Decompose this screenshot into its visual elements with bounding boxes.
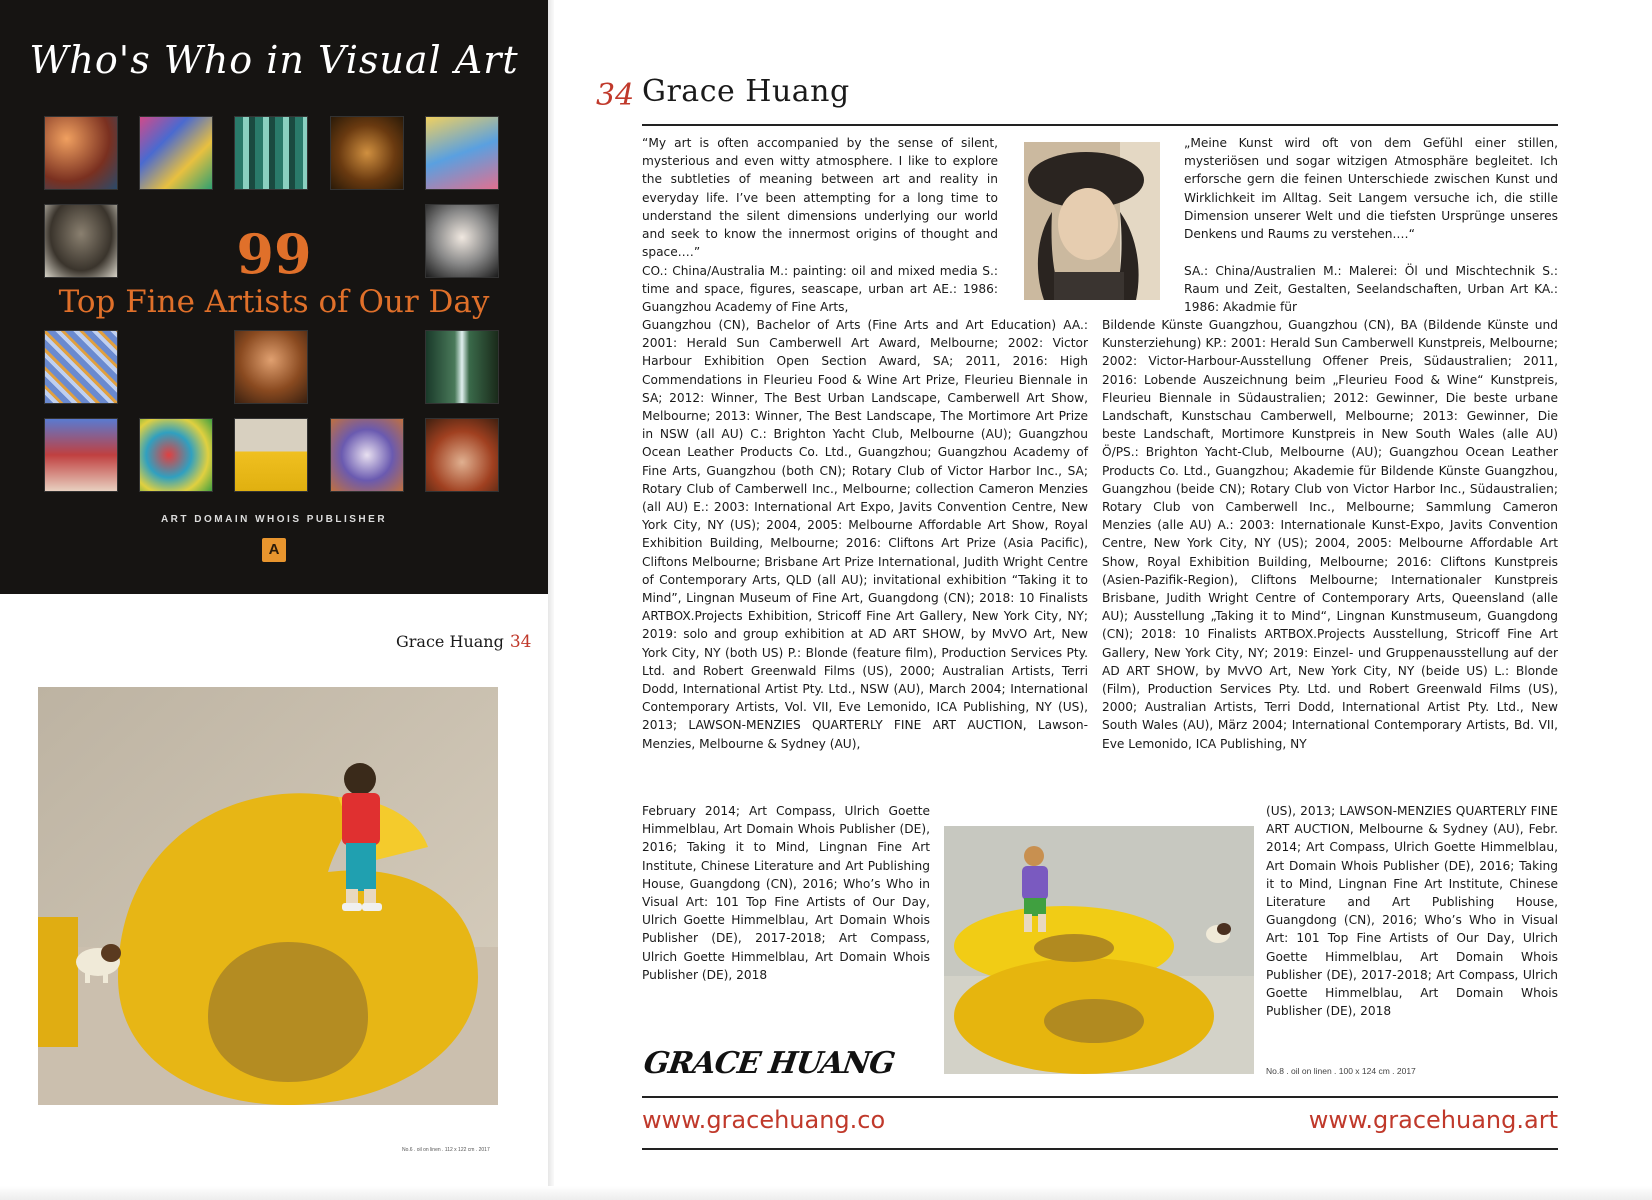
footer-rule-bottom — [642, 1148, 1558, 1150]
header-rule — [642, 124, 1558, 126]
footer-rule-top — [642, 1096, 1558, 1098]
right-artwork-caption: No.8 . oil on linen . 100 x 124 cm . 2017 — [1266, 1066, 1416, 1076]
book-cover — [0, 0, 548, 594]
biography-english-intro: CO.: China/Australia M.: painting: oil and mixed media S.: time and space, figures, seascape, urban art AE.: 1986: Guangzhou Academy of Fine Arts, — [642, 264, 998, 315]
artwork-six — [38, 687, 498, 1105]
page-number: 34 — [596, 78, 635, 113]
cover-subtitle: Top Fine Artists of Our Day — [58, 284, 490, 320]
cover-number: 99 — [236, 222, 312, 286]
left-page — [0, 0, 548, 1200]
cover-artwork-thumbnail — [139, 116, 213, 190]
biography-english-end: February 2014; Art Compass, Ulrich Goette Himmelblau, Art Domain Whois Publisher (DE), 2016; Taking it to Mind, Lingnan Fine Art Institute, Chinese Literature and Art Publishing House, Guangdong (CN), 2016; Who’s Who in Visual Art: 101 Top Fine Artists of Our Day, Ulrich Goette Himmelblau, Art Domain Whois Publisher (DE), 2017-2018; Art Compass, Ulrich Goette Himmelblau, Art Domain Whois Publisher (DE), 2018 — [642, 804, 930, 982]
artist-quote-english: “My art is often accompanied by the sense of silent, mysterious and even witty atmosphere. I like to explore the subtleties of meaning between art and reality in everyday life. I’ve been attempting for a long time to understand the silent dimensions underlying our world and seek to know the innermost origins of thought and space.…” — [642, 136, 998, 260]
cover-artwork-thumbnail — [330, 116, 404, 190]
left-page-header — [396, 632, 531, 652]
biography-german-intro: SA.: China/Australien M.: Malerei: Öl und Mischtechnik S.: Raum und Zeit, Gestalten, Seelandschaften, Urban Art KA.: 1986: Akadmie für — [1184, 264, 1558, 315]
cover-artwork-thumbnail — [330, 418, 404, 492]
page-bottom-shadow — [0, 1186, 1652, 1200]
cover-title: Who's Who in Visual Art — [29, 38, 519, 82]
cover-artwork-thumbnail — [425, 330, 499, 404]
left-header-artist-name: Grace Huang — [396, 632, 504, 651]
cover-artwork-thumbnail — [44, 418, 118, 492]
cover-artwork-thumbnail — [425, 116, 499, 190]
biography-german-end: (US), 2013; LAWSON-MENZIES QUARTERLY FINE ART AUCTION, Melbourne & Sydney (AU), Febr. 2014; Art Compass, Ulrich Goette Himmelblau, Art Domain Whois Publisher (DE), 2016; Taking it to Mind, Lingnan Fine Art Institute, Chinese Literature and Art Publishing House, Guangdong (CN), 2016; Who’s Who in Visual Art: 101 Top Fine Artists of Our Day, Ulrich Goette Himmelblau, Art Domain Whois Publisher (DE), 2017-2018; Art Compass, Ulrich Goette Himmelblau, Art Domain Whois Publisher (DE), 2018 — [1266, 804, 1558, 1019]
cover-artwork-thumbnail — [139, 418, 213, 492]
publisher-logo-icon: A — [262, 538, 286, 562]
website-link-art[interactable]: www.gracehuang.art — [1308, 1106, 1558, 1134]
artist-portrait — [1024, 142, 1160, 300]
artwork-eight — [944, 826, 1254, 1074]
biography-english-main: Guangzhou (CN), Bachelor of Arts (Fine Arts and Art Education) AA.: 2001: Herald Sun Camberwell Art Award, Melbourne; 2002: Victor Harbour Exhibition Open Section Award, SA; 2011, 2016: High Commendations in Fleurieu Food & Wine Art Prize, Fleurieu Biennale in SA; 2012: Winner, The Best Urban Landscape, Camberwell Art Show, Melbourne; 2013: Winner, The Best Landscape, The Mortimore Art Prize in NSW (all AU) C.: Brighton Yacht Club, Melbourne (AU); Guangzhou Ocean Leather Products Co. Ltd., Guangzhou; Guangzhou Academy of Fine Arts, Guangzhou (both CN); Rotary Club of Victor Harbor Inc., SA; Rotary Club of Camberwell Inc., Melbourne; collection Cameron Menzies (all AU) E.: 2003: International Art Expo, Javits Convention Centre, New York City, NY (US); 2004, 2005: Melbourne Affordable Art Show, Royal Exhibition Building, Melbourne; 2016: Cliftons Art Prize (Asia Pacific), Cliftons Melbourne; Brisbane Art Prize International, Judith Wright Centre of Contemporary Arts, QLD (all AU); invitational exhibition “Taking it to Mind”, Lingnan Museum of Fine Art, Guangdong (CN); 2018: 10 Finalists ARTBOX.Projects Exhibition, Stricoff Fine Art Gallery, New York City, NY; 2019: solo and group exhibition at AD ART SHOW, by MvVO Art, New York City, NY (both US) P.: Blonde (feature film), Production Services Pty. Ltd. and Robert Greenwald Films (US), 2000; Australian Artists, Terri Dodd, International Artist Pty. Ltd., NSW (AU), March 2004; International Contemporary Artists, Vol. VII, Eve Lemonido, ICA Publishing, NY (US), 2013; LAWSON-MENZIES QUARTERLY FINE ART AUCTION, Lawson-Menzies, Melbourne & Sydney (AU), — [642, 318, 1088, 751]
left-artwork-caption: No.6 . oil on linen . 112 x 122 cm . 2017 — [402, 1147, 490, 1153]
cover-artwork-thumbnail — [425, 418, 499, 492]
right-page — [554, 0, 1652, 1200]
cover-publisher: ART DOMAIN WHOIS PUBLISHER — [160, 514, 388, 525]
left-header-page-number: 34 — [509, 632, 532, 652]
artist-name-heading: Grace Huang — [642, 74, 850, 109]
cover-artwork-thumbnail — [234, 116, 308, 190]
cover-artwork-thumbnail — [44, 330, 118, 404]
artist-quote-german: „Meine Kunst wird oft von dem Gefühl einer stillen, mysteriösen und sogar witzigen Atmosphäre begleitet. Ich erforsche gern die feinen Unterschiede zwischen Kunst und Wirklichkeit im Alltag. Seit Langem versuche ich, die stille Dimension unserer Welt und die tiefsten Ursprünge unseres Denkens und Raums zu verstehen.…“ — [1184, 136, 1558, 242]
website-link-co[interactable]: www.gracehuang.co — [642, 1106, 886, 1134]
biography-german-main: Bildende Künste Guangzhou, Guangzhou (CN), BA (Bildende Künste und Kunsterziehung) KP.: 2001: Herald Sun Camberwell Kunstpreis, Melbourne; 2002: Victor-Harbour-Ausstellung Offener Preis, Südaustralien; 2011, 2016: Lobende Auszeichnung beim „Fleurieu Food & Wine“ Kunstpreis, Fleurieu Biennale in Südaustralien; 2012: Gewinner, Die beste urbane Landschaft, Kunstschau Camberwell, Melbourne; 2013: Gewinner, Die beste Landschaft, Mortimore Kunstpreis in New South Wales (alle AU) Ö/PS.: Brighton Yacht-Club, Melbourne (AU); Guangzhou Ocean Leather Products Co. Ltd., Guangzhou; Akademie für Bildende Künste Guangzhou, Guangzhou (beide CN); Rotary Club von Victor Harbor Inc., Südaustralien; Rotary Club von Camberwell Inc., Melbourne; Sammlung Cameron Menzies (alle AU) A.: 2003: Internationale Kunst-Expo, Javits Convention Centre, New York City, NY (US); 2004, 2005: Melbourne Affordable Art Show, Royal Exhibition Building, Melbourne; 2016: Cliftons Kunstpreis (Asien-Pazifik-Region), Cliftons Melbourne; Internationaler Kunstpreis Brisbane, Judith Wright Centre of Contemporary Arts, Queensland (alle AU); Ausstellung „Taking it to Mind“, Lingnan Kunstmuseum, Guangdong (CN); 2018: 10 Finalists ARTBOX.Projects Ausstellung, Stricoff Fine Art Gallery, New York City, NY; 2019: Einzel- und Gruppenausstellung auf der AD ART SHOW, by MvVO Art, New York City, NY (beide US) L.: Blonde (Film), Production Services Pty. Ltd. und Robert Greenwald Films (US), 2000; Australian Artists, Terri Dodd, International Artist Pty. Ltd., New South Wales (AU), März 2004; International Contemporary Artists, Bd. VII, Eve Lemonido, ICA Publishing, NY — [1102, 318, 1558, 751]
cover-artwork-thumbnail — [234, 330, 308, 404]
artist-signature: GRACE HUANG — [641, 1046, 897, 1081]
cover-artwork-thumbnail — [234, 418, 308, 492]
cover-artwork-thumbnail — [44, 116, 118, 190]
